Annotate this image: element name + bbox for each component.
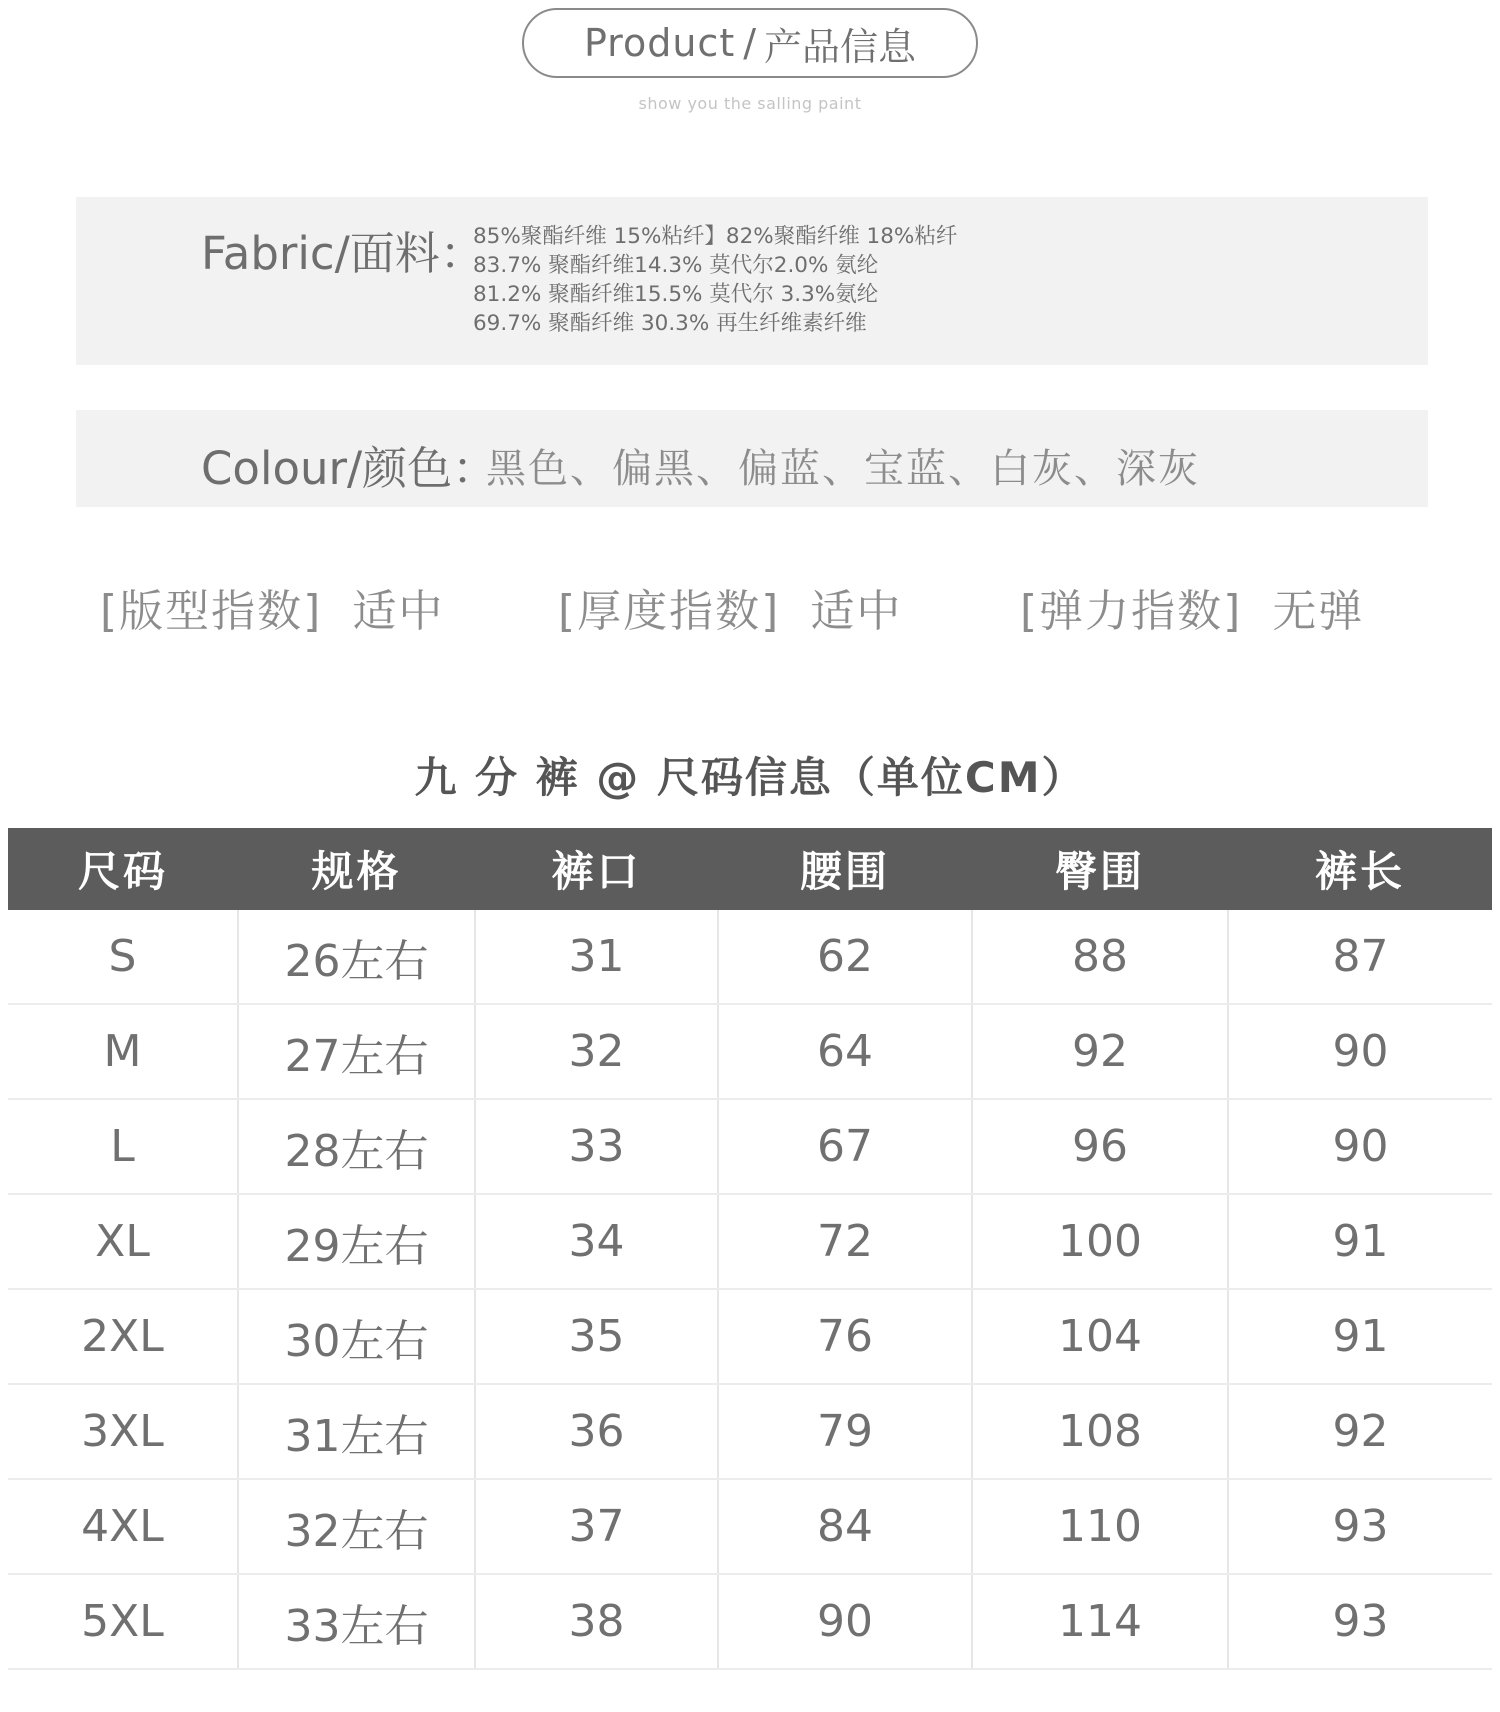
length-cell: 93 bbox=[1228, 1479, 1492, 1574]
hip-cell: 96 bbox=[972, 1099, 1228, 1194]
thickness-index-value: 适中 bbox=[810, 586, 903, 637]
length-cell: 91 bbox=[1228, 1194, 1492, 1289]
hip-cell: 108 bbox=[972, 1384, 1228, 1479]
product-title-en: Product bbox=[583, 21, 736, 65]
spec-cell: 28左右 bbox=[238, 1099, 475, 1194]
hip-cell: 104 bbox=[972, 1289, 1228, 1384]
fabric-panel bbox=[76, 197, 1428, 365]
size-cell: M bbox=[8, 1004, 238, 1099]
table-row bbox=[8, 910, 1492, 1004]
fabric-line: 69.7% 聚酯纤维 30.3% 再生纤维素纤维 bbox=[473, 311, 867, 336]
size-table-header-row bbox=[8, 828, 1492, 910]
header-spec: 规格 bbox=[238, 828, 475, 910]
spec-cell: 32左右 bbox=[238, 1479, 475, 1574]
fabric-line: 85%聚酯纤维 15%粘纤】82%聚酯纤维 18%粘纤 bbox=[473, 224, 958, 249]
thickness-index bbox=[558, 575, 902, 639]
hem-cell: 34 bbox=[475, 1194, 718, 1289]
header-waist: 腰围 bbox=[718, 828, 972, 910]
spec-cell: 29左右 bbox=[238, 1194, 475, 1289]
spec-cell: 27左右 bbox=[238, 1004, 475, 1099]
fit-index-label: [版型指数] bbox=[100, 586, 323, 637]
size-table-title: 九 分 裤 @ 尺码信息（单位CM） bbox=[414, 753, 1086, 802]
fabric-composition bbox=[473, 222, 957, 338]
length-cell: 90 bbox=[1228, 1004, 1492, 1099]
length-cell: 90 bbox=[1228, 1099, 1492, 1194]
size-table-body bbox=[8, 910, 1492, 1669]
elasticity-index-label: [弹力指数] bbox=[1020, 586, 1243, 637]
waist-cell: 64 bbox=[718, 1004, 972, 1099]
product-title-separator: / bbox=[743, 21, 757, 65]
colour-value: 黑色、偏黑、偏蓝、宝蓝、白灰、深灰 bbox=[486, 446, 1200, 492]
fit-index-value: 适中 bbox=[352, 586, 445, 637]
thickness-index-label: [厚度指数] bbox=[558, 586, 781, 637]
hem-cell: 37 bbox=[475, 1479, 718, 1574]
fabric-line: 83.7% 聚酯纤维14.3% 莫代尔2.0% 氨纶 bbox=[473, 253, 879, 278]
hem-cell: 38 bbox=[475, 1574, 718, 1669]
size-cell: S bbox=[8, 910, 238, 1004]
fabric-line: 81.2% 聚酯纤维15.5% 莫代尔 3.3%氨纶 bbox=[473, 282, 879, 307]
size-cell: 3XL bbox=[8, 1384, 238, 1479]
colour-panel bbox=[76, 410, 1428, 507]
table-row bbox=[8, 1384, 1492, 1479]
waist-cell: 67 bbox=[718, 1099, 972, 1194]
waist-cell: 76 bbox=[718, 1289, 972, 1384]
length-cell: 92 bbox=[1228, 1384, 1492, 1479]
hem-cell: 33 bbox=[475, 1099, 718, 1194]
waist-cell: 90 bbox=[718, 1574, 972, 1669]
size-cell: 4XL bbox=[8, 1479, 238, 1574]
hip-cell: 88 bbox=[972, 910, 1228, 1004]
waist-cell: 72 bbox=[718, 1194, 972, 1289]
elasticity-index bbox=[1020, 575, 1364, 639]
spec-cell: 33左右 bbox=[238, 1574, 475, 1669]
waist-cell: 62 bbox=[718, 910, 972, 1004]
elasticity-index-value: 无弹 bbox=[1272, 586, 1365, 637]
table-row bbox=[8, 1004, 1492, 1099]
spec-cell: 30左右 bbox=[238, 1289, 475, 1384]
header-hip: 臀围 bbox=[972, 828, 1228, 910]
fit-index bbox=[100, 575, 444, 639]
table-row bbox=[8, 1194, 1492, 1289]
waist-cell: 79 bbox=[718, 1384, 972, 1479]
length-cell: 87 bbox=[1228, 910, 1492, 1004]
hip-cell: 100 bbox=[972, 1194, 1228, 1289]
length-cell: 91 bbox=[1228, 1289, 1492, 1384]
spec-cell: 26左右 bbox=[238, 910, 475, 1004]
size-cell: L bbox=[8, 1099, 238, 1194]
fabric-label: Fabric/面料： bbox=[201, 227, 485, 280]
hip-cell: 92 bbox=[972, 1004, 1228, 1099]
hip-cell: 110 bbox=[972, 1479, 1228, 1574]
hem-cell: 31 bbox=[475, 910, 718, 1004]
header-hem: 裤口 bbox=[475, 828, 718, 910]
size-cell: XL bbox=[8, 1194, 238, 1289]
table-row bbox=[8, 1099, 1492, 1194]
header-size: 尺码 bbox=[8, 828, 238, 910]
header-length: 裤长 bbox=[1228, 828, 1492, 910]
colour-label: Colour/颜色： bbox=[201, 442, 498, 495]
hip-cell: 114 bbox=[972, 1574, 1228, 1669]
spec-cell: 31左右 bbox=[238, 1384, 475, 1479]
product-subtitle: show you the salling paint bbox=[638, 94, 862, 113]
table-row bbox=[8, 1289, 1492, 1384]
size-cell: 2XL bbox=[8, 1289, 238, 1384]
length-cell: 93 bbox=[1228, 1574, 1492, 1669]
table-row bbox=[8, 1479, 1492, 1574]
size-cell: 5XL bbox=[8, 1574, 238, 1669]
table-row bbox=[8, 1574, 1492, 1669]
waist-cell: 84 bbox=[718, 1479, 972, 1574]
hem-cell: 32 bbox=[475, 1004, 718, 1099]
hem-cell: 35 bbox=[475, 1289, 718, 1384]
product-title-pill bbox=[522, 8, 978, 78]
size-table bbox=[8, 828, 1492, 1670]
hem-cell: 36 bbox=[475, 1384, 718, 1479]
product-title-cn: 产品信息 bbox=[764, 24, 917, 69]
